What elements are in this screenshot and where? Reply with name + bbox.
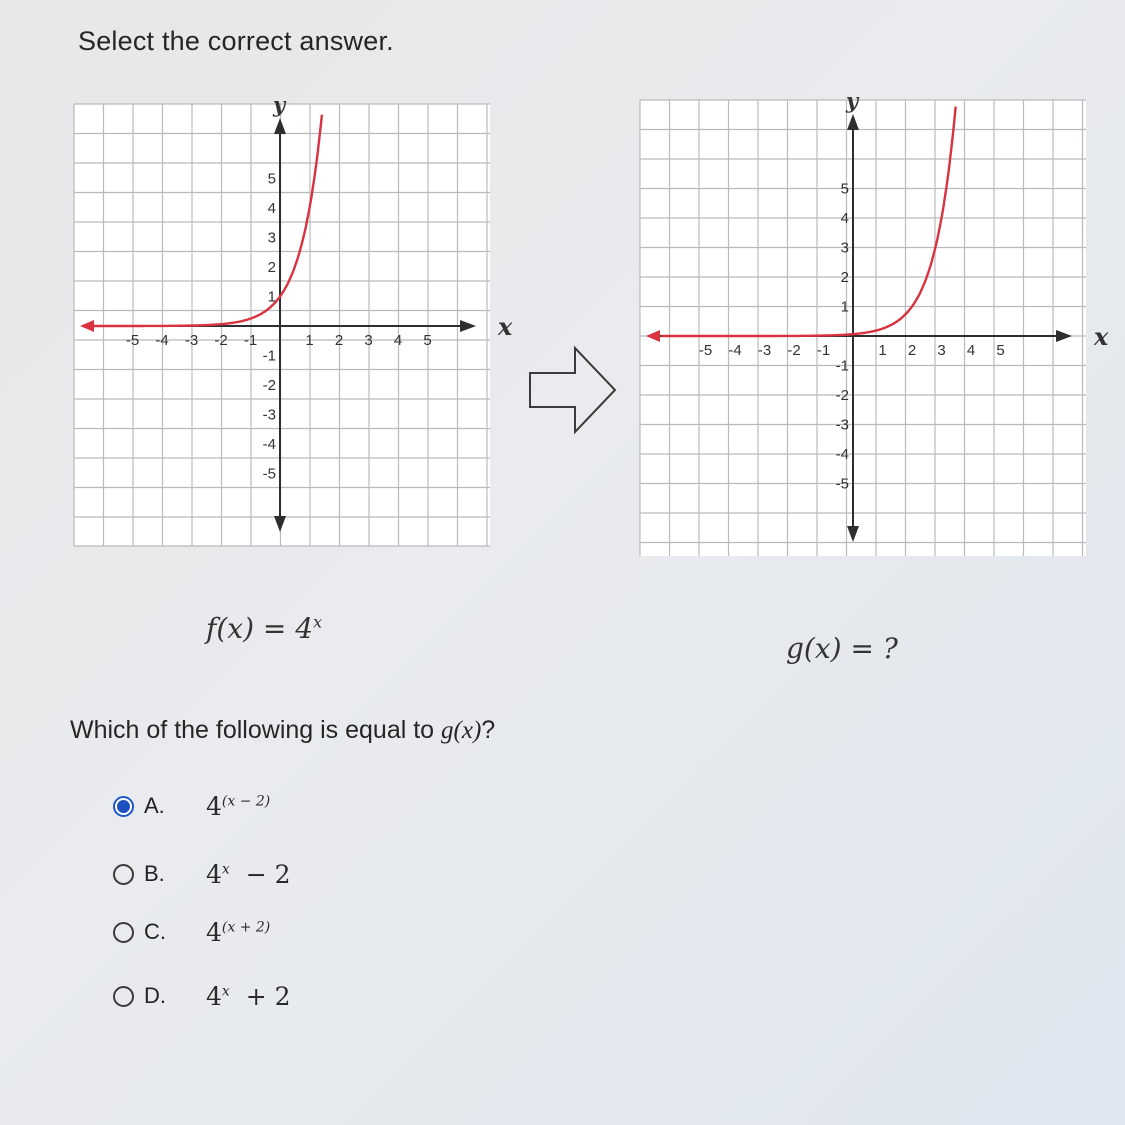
y-tick-label: 4 <box>840 210 849 227</box>
x-tick-label: -5 <box>698 342 713 359</box>
x-tick-label: 5 <box>996 342 1005 359</box>
x-tick-label: -3 <box>184 332 199 349</box>
g-function-label: g(x) = ? <box>786 632 898 665</box>
graph-g-canvas <box>640 88 1109 556</box>
choice-letter: A. <box>144 793 165 818</box>
y-tick-label: 5 <box>840 180 849 198</box>
radio-button-icon[interactable] <box>113 922 134 943</box>
x-tick-label: -4 <box>728 342 742 359</box>
y-tick-label: 1 <box>840 298 849 316</box>
radio-button-icon[interactable] <box>113 864 134 885</box>
x-tick-label: 5 <box>423 332 432 349</box>
radio-button-icon[interactable] <box>113 796 134 817</box>
choice-d[interactable] <box>113 976 373 1016</box>
f-function-label: $f(x) = 4^x$ <box>206 612 323 645</box>
x-tick-label: 4 <box>393 332 403 349</box>
x-tick-label: 4 <box>966 342 976 359</box>
grid-background <box>640 100 1086 556</box>
x-tick-label: 2 <box>907 342 917 359</box>
x-tick-label: -2 <box>214 332 228 349</box>
y-tick-label: -3 <box>262 406 276 424</box>
y-tick-label: -5 <box>262 465 276 483</box>
y-tick-label: 1 <box>267 288 276 306</box>
y-tick-label: -4 <box>835 446 849 463</box>
question-variable: g(x) <box>441 717 482 744</box>
y-tick-label: 3 <box>267 229 276 247</box>
choice-letter: B. <box>144 861 165 886</box>
y-tick-label: 4 <box>267 200 276 217</box>
x-tick-label: 3 <box>364 332 373 349</box>
choice-expression: 4$^x$ − 2 <box>206 859 291 889</box>
y-tick-label: -4 <box>262 436 276 453</box>
graph-f <box>74 92 513 546</box>
right-arrow-outline-icon <box>527 345 619 435</box>
y-tick-label: -5 <box>835 475 849 493</box>
choice-letter: C. <box>144 919 166 944</box>
choice-a[interactable] <box>113 786 373 826</box>
choice-letter: D. <box>144 983 166 1008</box>
x-tick-label: -5 <box>125 332 140 349</box>
choice-expression: $4^{(x - 2)}$ <box>206 791 271 821</box>
y-tick-label: -2 <box>835 387 849 404</box>
x-tick-label: -2 <box>787 342 801 359</box>
y-tick-label: 5 <box>267 170 276 188</box>
x-tick-label: 1 <box>305 332 314 349</box>
y-tick-label: 3 <box>840 239 849 257</box>
y-axis-label: y <box>846 88 859 113</box>
choice-b[interactable] <box>113 854 373 894</box>
x-tick-label: -3 <box>757 342 772 359</box>
x-tick-label: -4 <box>155 332 169 349</box>
y-tick-label: -1 <box>835 357 849 375</box>
radio-button-icon[interactable] <box>113 986 134 1007</box>
choice-expression: 4$^x$ + 2 <box>206 981 291 1011</box>
prompt-text: Select the correct answer. <box>78 26 394 56</box>
x-tick-label: 2 <box>334 332 344 349</box>
x-tick-label: 3 <box>937 342 946 359</box>
y-tick-label: 2 <box>267 259 276 276</box>
y-tick-label: -3 <box>835 416 849 434</box>
x-axis-label: x <box>1094 322 1109 351</box>
x-axis-label: x <box>498 312 513 341</box>
y-tick-label: -2 <box>262 377 276 394</box>
choice-expression: $4^{(x + 2)}$ <box>206 917 271 947</box>
x-tick-label: -1 <box>816 342 831 359</box>
graph-g <box>640 88 1109 556</box>
question-text: Which of the following is equal to g(x)? <box>70 716 496 744</box>
x-tick-label: 1 <box>878 342 887 359</box>
y-axis-label: y <box>273 92 286 117</box>
choice-c[interactable] <box>113 912 373 952</box>
x-tick-label: -1 <box>243 332 258 349</box>
graph-f-canvas <box>74 92 513 546</box>
y-tick-label: 2 <box>840 269 849 286</box>
y-tick-label: -1 <box>262 347 276 365</box>
